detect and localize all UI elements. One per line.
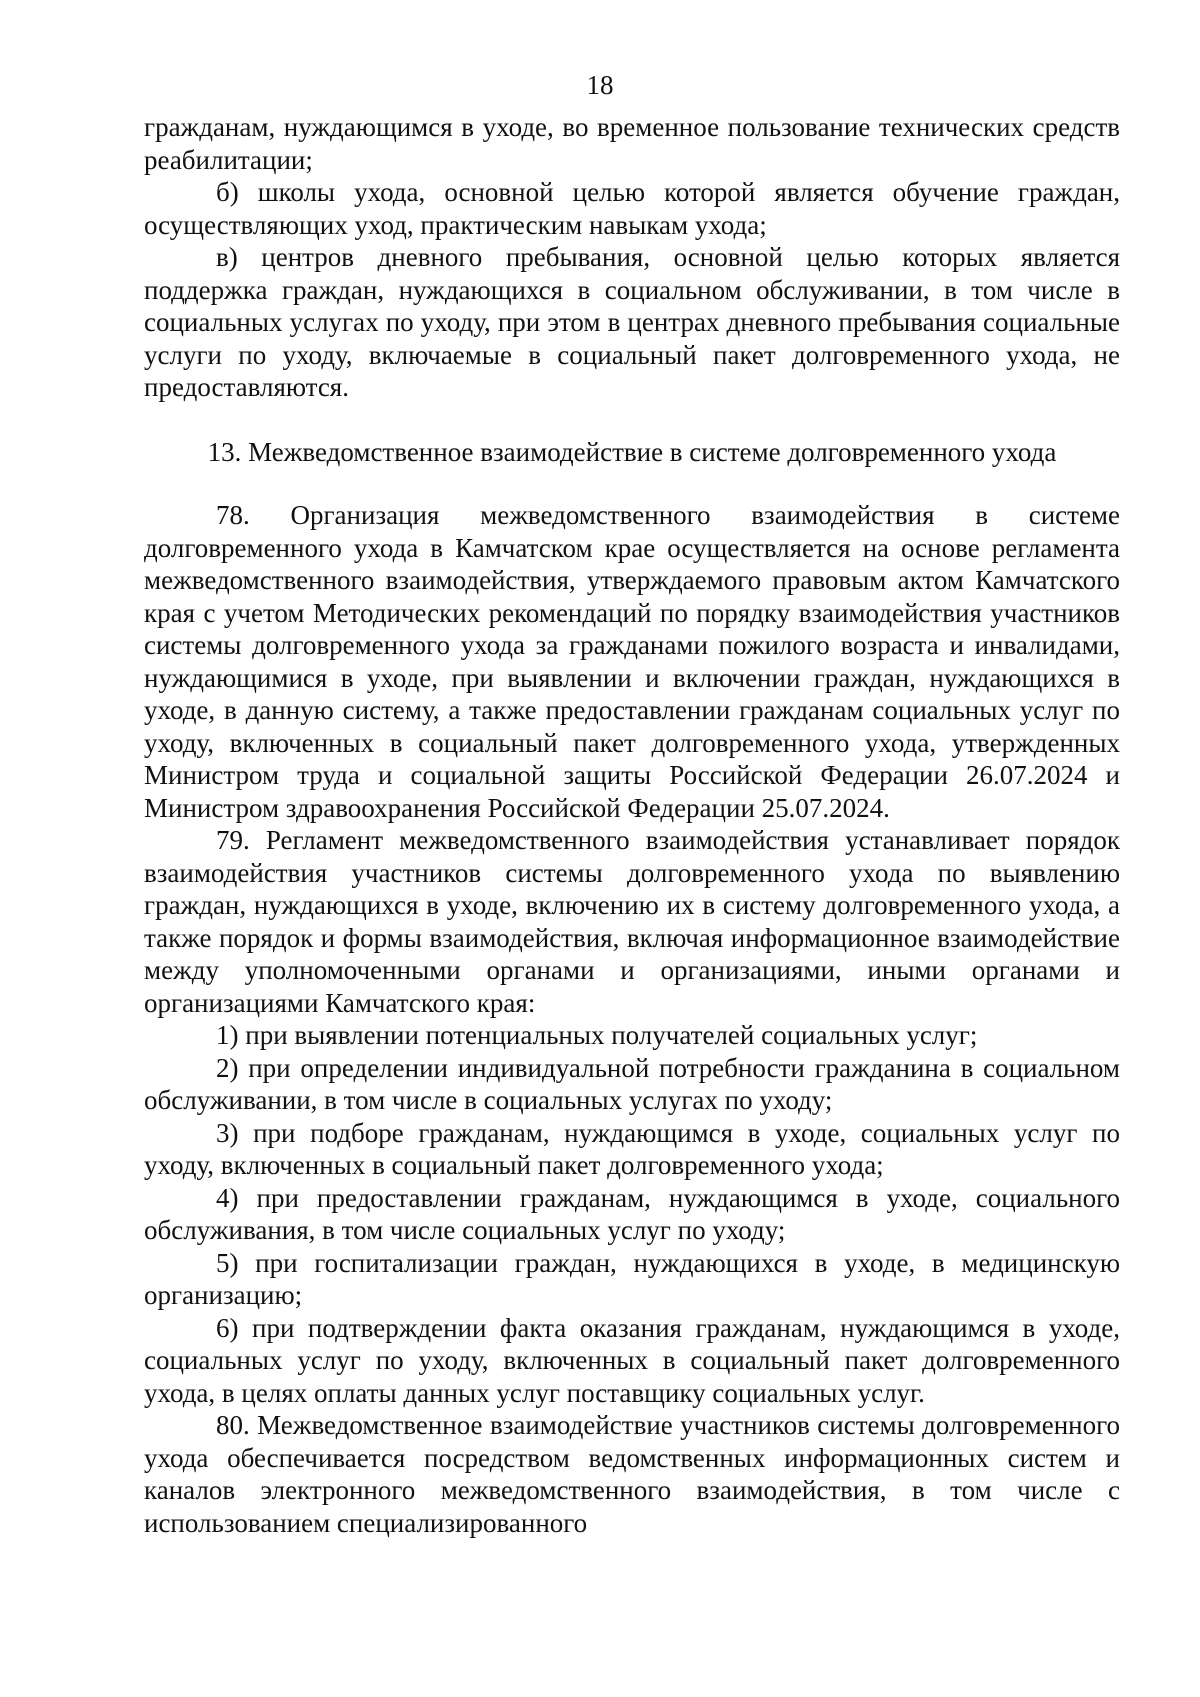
paragraph-79-item-5: 5) при госпитализации граждан, нуждающихся в уходе, в медицинскую организацию; xyxy=(144,1247,1120,1310)
section-heading-13: 13. Межведомственное взаимодействие в системе долговременного ухода xyxy=(207,436,1057,467)
page-number: 18 xyxy=(586,70,614,100)
document-body xyxy=(144,111,1120,1539)
paragraph-79: 79. Регламент межведомственного взаимодействия устанавливает порядок взаимодействия участников системы долговременного ухода по выявлению граждан, нуждающихся в уходе, включению их в систему долговременного ухода, а также порядок и формы взаимодействия, включая информационное взаимодействие между уполномоченными органами и организациями, иными органами и организациями Камчатского края: xyxy=(144,825,1120,1018)
paragraph-80: 80. Межведомственное взаимодействие участников системы долговременного ухода обеспечивается посредством ведомственных информационных систем и каналов электронного межведомственного взаимодействия, в том числе с использованием специализированного xyxy=(144,1410,1120,1538)
paragraph-item-v: в) центров дневного пребывания, основной целью которых является поддержка граждан, нуждающихся в социальном обслуживании, в том числе в социальных услугах по уходу, при этом в центрах дневного пребывания социальные услуги по уходу, включаемые в социальный пакет долговременного ухода, не предоставляются. xyxy=(144,242,1120,402)
paragraph-78: 78. Организация межведомственного взаимодействия в системе долговременного ухода в Камчатском крае осуществляется на основе регламента межведомственного взаимодействия, утверждаемого правовым актом Камчатского края с учетом Методических рекомендаций по порядку взаимодействия участников системы долговременного ухода за гражданами пожилого возраста и инвалидами, нуждающимися в уходе, при выявлении и включении граждан, нуждающихся в уходе, в данную систему, а также предоставлении гражданам социальных услуг по уходу, включенных в социальный пакет долговременного ухода, утвержденных Министром труда и социальной защиты Российской Федерации 26.07.2024 и Министром здравоохранения Российской Федерации 25.07.2024. xyxy=(144,500,1120,823)
paragraph-79-item-3: 3) при подборе гражданам, нуждающимся в уходе, социальных услуг по уходу, включенных в социальный пакет долговременного ухода; xyxy=(144,1117,1120,1180)
paragraph-79-item-4: 4) при предоставлении гражданам, нуждающимся в уходе, социального обслуживания, в том числе социальных услуг по уходу; xyxy=(144,1182,1120,1245)
paragraph-item-b: б) школы ухода, основной целью которой является обучение граждан, осуществляющих уход, практическим навыкам ухода; xyxy=(144,177,1120,240)
paragraph-79-item-1: 1) при выявлении потенциальных получателей социальных услуг; xyxy=(216,1020,978,1050)
paragraph-continuation: гражданам, нуждающимся в уходе, во временное пользование технических средств реабилитации; xyxy=(144,112,1120,175)
paragraph-79-item-2: 2) при определении индивидуальной потребности гражданина в социальном обслуживании, в том числе в социальных услугах по уходу; xyxy=(144,1052,1120,1115)
paragraph-79-item-6: 6) при подтверждении факта оказания гражданам, нуждающимся в уходе, социальных услуг по уходу, включенных в социальный пакет долговременного ухода, в целях оплаты данных услуг поставщику социальных услуг. xyxy=(144,1312,1120,1408)
